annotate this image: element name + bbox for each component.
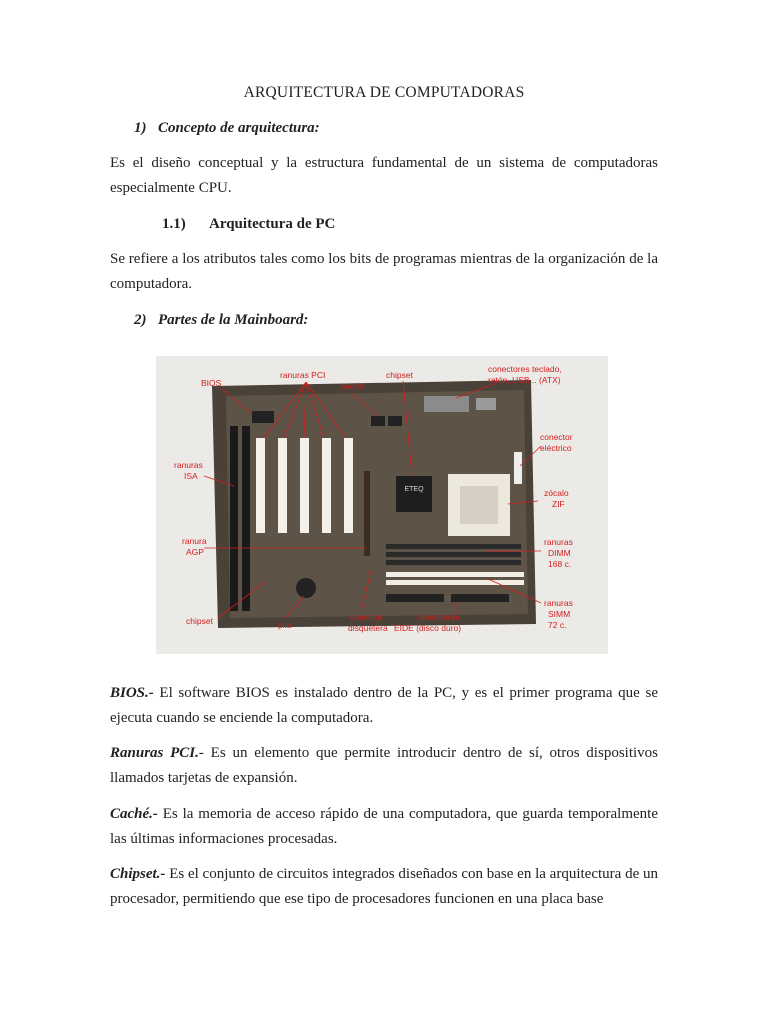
isa-slot (242, 426, 250, 611)
definition-cache (110, 802, 658, 852)
ide-connector (386, 594, 444, 602)
label-dimm-line2: DIMM (548, 548, 571, 558)
label-eide-line2: EIDE (disco duro) (394, 623, 462, 633)
battery (296, 578, 316, 598)
cache-chip (371, 416, 385, 426)
label-isa-line1: ranuras (174, 460, 203, 470)
cache-chip (388, 416, 402, 426)
label-floppy-line1: conector (350, 612, 383, 622)
io-connector (424, 396, 469, 412)
section-1-1-number: 1.1) (162, 216, 186, 232)
dimm-slot (386, 544, 521, 549)
mainboard-diagram (156, 356, 608, 654)
label-connectors-line1: conectores teclado, (488, 364, 562, 374)
pci-slot (300, 438, 309, 533)
label-power-line1: conector (540, 432, 573, 442)
label-dimm-line3: 168 c. (548, 559, 572, 569)
bios-chip (252, 411, 274, 423)
definition-text: Es la memoria de acceso rápido de una computadora, que guarda temporalmente las últimas informaciones procesadas. (110, 806, 658, 847)
simm-slot (386, 572, 524, 577)
section-2-label: Partes de la Mainboard: (158, 312, 309, 328)
label-eide-line1: conectores (418, 612, 460, 622)
label-simm-line1: ranuras (544, 598, 573, 608)
io-connector (476, 398, 496, 410)
section-2-heading (134, 312, 308, 329)
chipset-brand: ETEQ (404, 486, 424, 493)
section-1-text: Es el diseño conceptual y la estructura fundamental de un sistema de computadoras especialmente CPU. (110, 155, 658, 196)
definition-chipset (110, 862, 658, 912)
agp-slot (364, 471, 370, 556)
main-chipset (396, 476, 432, 512)
definition-text: El software BIOS es instalado dentro de la PC, y es el primer programa que se ejecuta cuando se enciende la computadora. (110, 685, 658, 726)
zif-socket-center (460, 486, 498, 524)
label-battery: pila (278, 620, 292, 630)
simm-slot (386, 580, 524, 585)
label-chipset-bottom: chipset (186, 616, 213, 626)
label-simm-line3: 72 c. (548, 620, 567, 630)
dimm-slot (386, 560, 521, 565)
label-agp-line1: ranura (182, 536, 207, 546)
label-connectors-line2: ratón, USB... (ATX) (488, 375, 561, 385)
section-2-number: 2) (134, 312, 147, 328)
mainboard-figure (156, 356, 608, 654)
label-dimm-line1: ranuras (544, 537, 573, 547)
pci-slot (322, 438, 331, 533)
section-1-heading (134, 120, 320, 137)
pci-slot (256, 438, 265, 533)
pci-slot (278, 438, 287, 533)
document-title: ARQUITECTURA DE COMPUTADORAS (243, 84, 525, 101)
definition-term: Ranuras PCI. (110, 745, 199, 761)
label-cache: caché (341, 381, 364, 391)
definition-text: Es el conjunto de circuitos integrados diseñados con base en la arquitectura de un procesador, permitiendo que ese tipo de procesadores funcionen en una placa base (110, 866, 658, 907)
definition-text: - Es un elemento que permite introducir dentro de sí, otros dispositivos llamados tarjetas de expansión. (110, 745, 658, 786)
label-pci: ranuras PCI (280, 370, 326, 380)
definition-term: Caché.- (110, 806, 158, 822)
label-zif-line1: zócalo (544, 488, 569, 498)
definition-term: Chipset.- (110, 866, 166, 882)
definition-bios (110, 681, 658, 731)
label-zif-line2: ZIF (552, 499, 565, 509)
definition-pci (110, 741, 658, 791)
definition-term: BIOS.- (110, 685, 154, 701)
pci-slot (344, 438, 353, 533)
section-1-1-heading (162, 216, 335, 233)
label-floppy-line2: disquetera (348, 623, 388, 633)
isa-slot (230, 426, 238, 611)
label-agp-line2: AGP (186, 547, 204, 557)
label-chipset-top: chipset (386, 370, 413, 380)
section-1-label: Concepto de arquitectura: (158, 120, 320, 136)
label-isa-line2: ISA (184, 471, 198, 481)
label-bios: BIOS (201, 378, 222, 388)
section-1-1-text: Se refiere a los atributos tales como los bits de programas mientras de la organización de la computadora. (110, 251, 658, 292)
ide-connector (451, 594, 509, 602)
power-connector (514, 452, 522, 484)
dimm-slot (386, 552, 521, 557)
section-1-number: 1) (134, 120, 147, 136)
label-power-line2: eléctrico (540, 443, 572, 453)
section-1-1-label: Arquitectura de PC (209, 216, 336, 232)
label-simm-line2: SIMM (548, 609, 571, 619)
